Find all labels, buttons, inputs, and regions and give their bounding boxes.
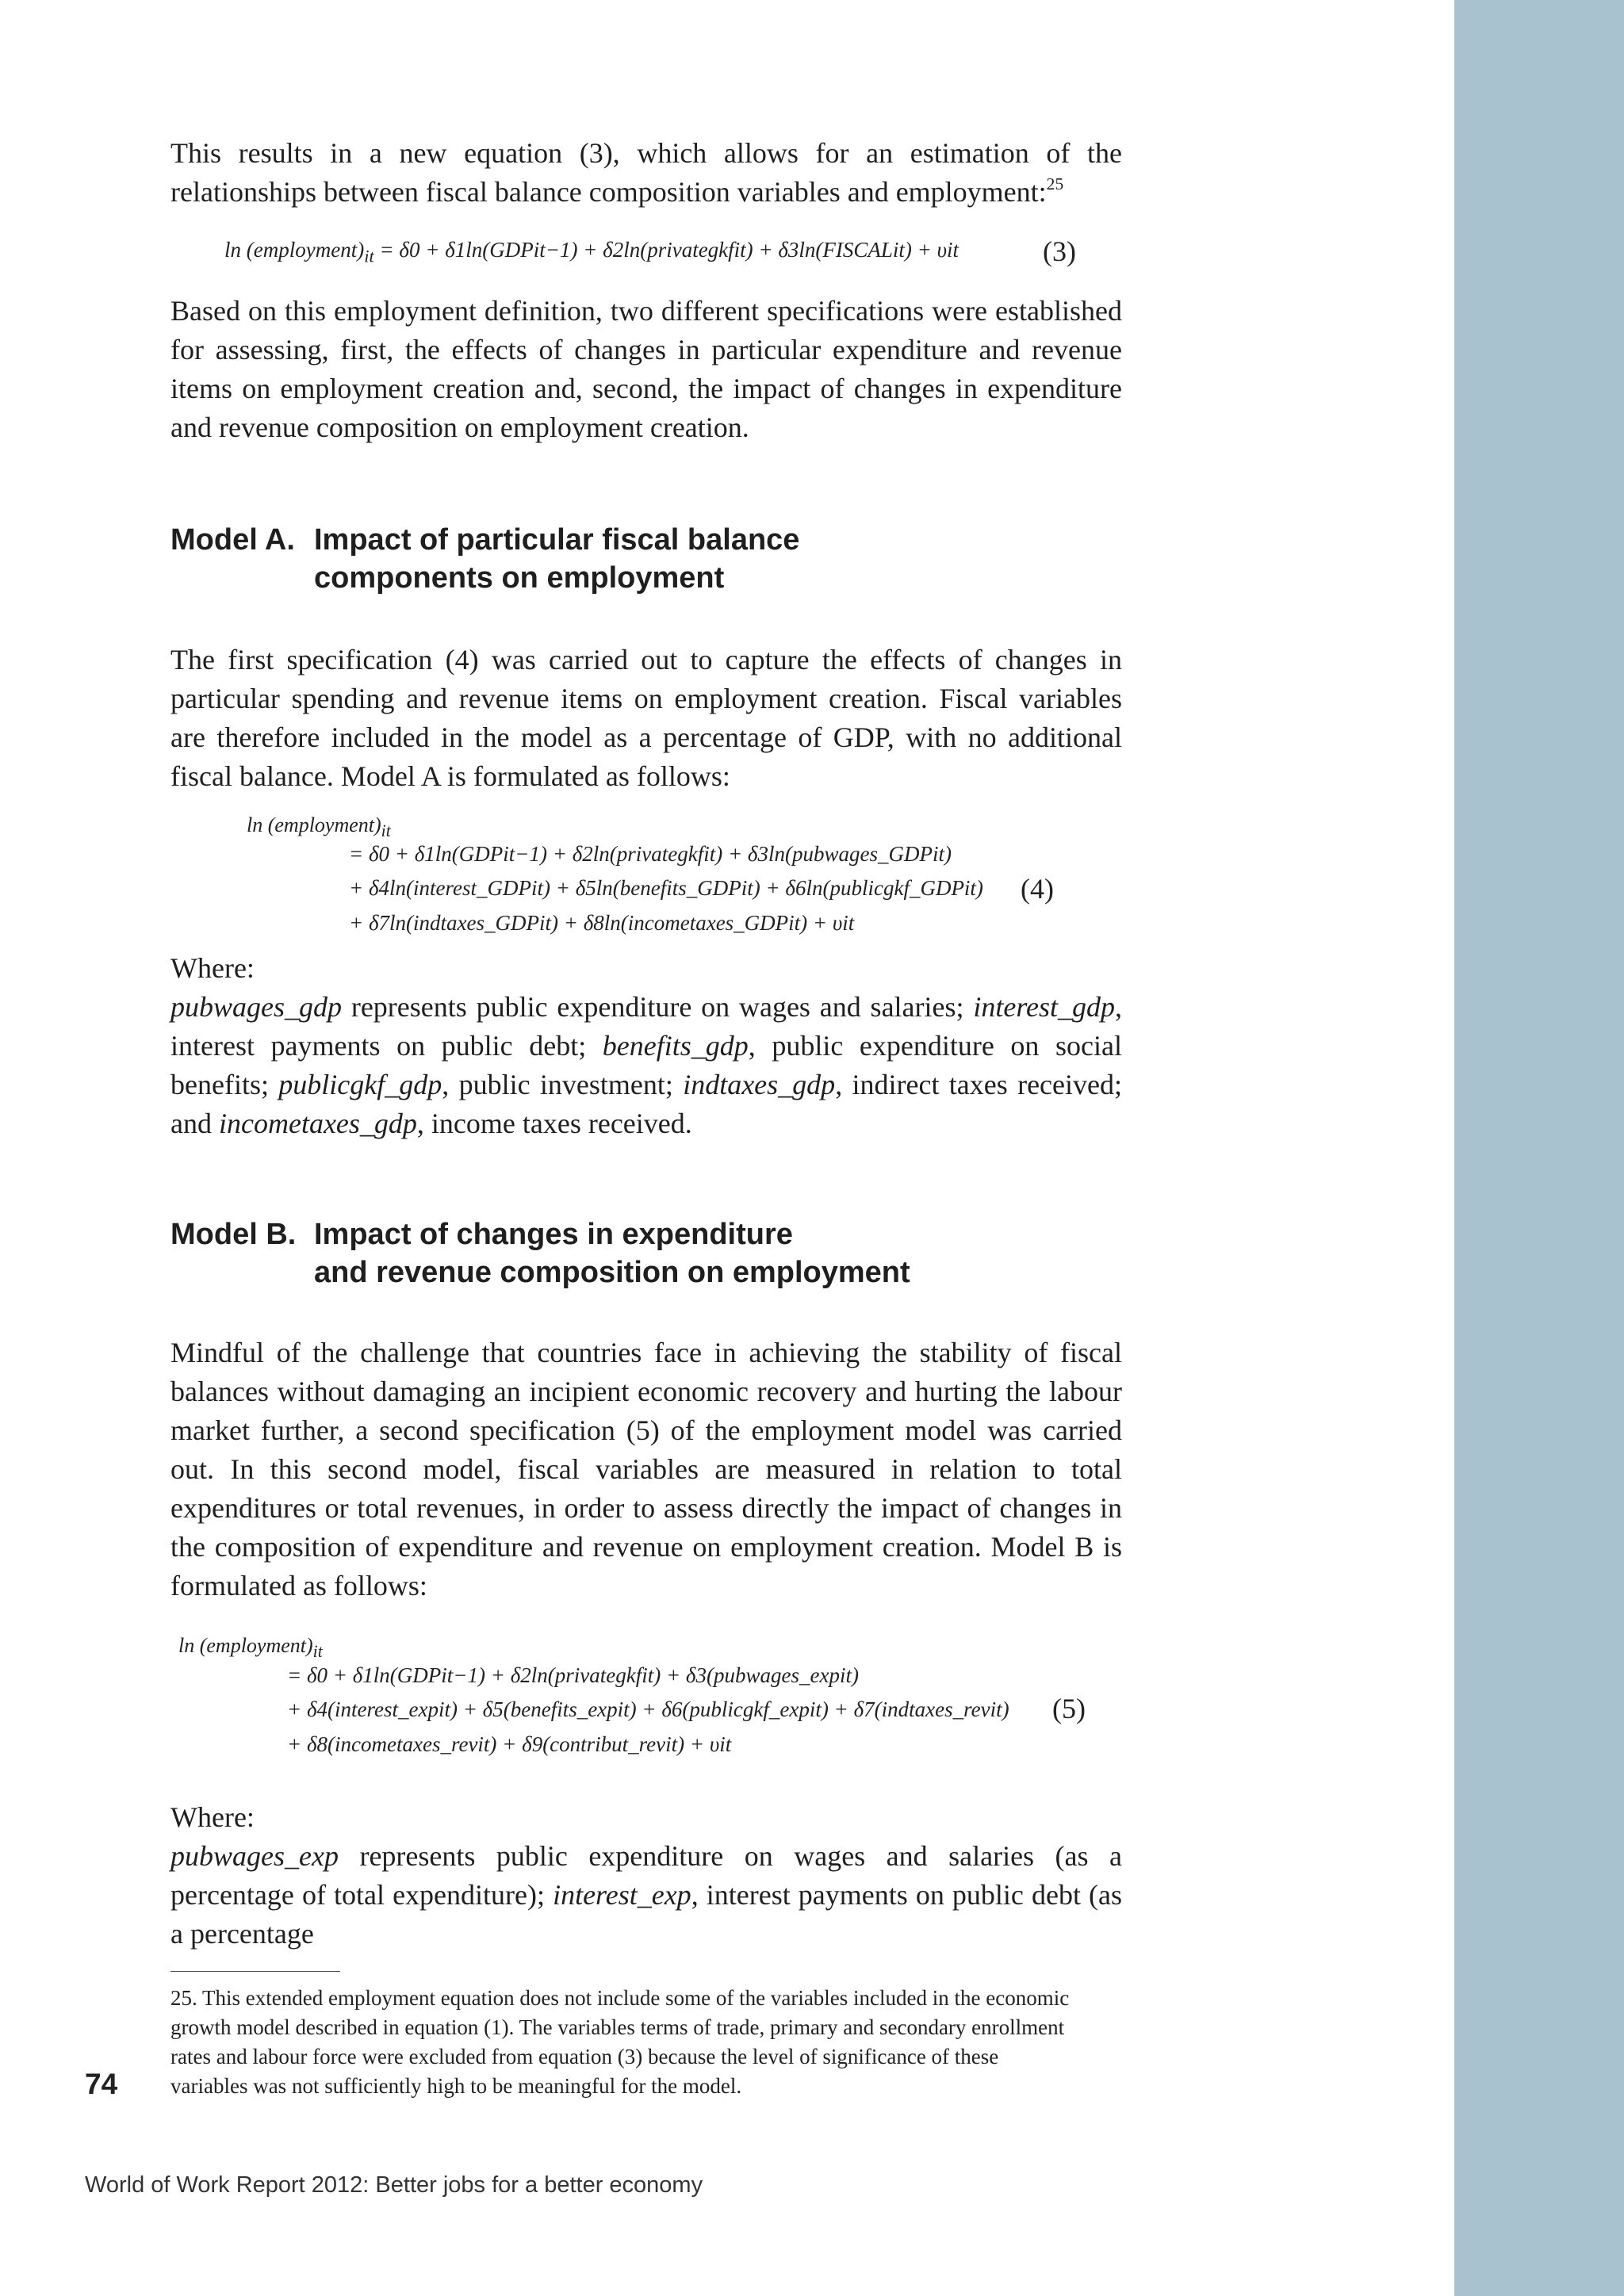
footnote-number: 25. <box>170 1986 197 2010</box>
sidebar-band <box>1454 0 1624 2296</box>
intro-paragraph <box>170 134 1122 212</box>
term-incometaxes-gdp: incometaxes_gdp <box>218 1108 417 1139</box>
spec-text: Based on this employment definition, two different specifications were established for assessing, first, the effects of changes in particular expenditure and revenue items on employment creation and, second, the impact of changes in expenditure and revenue composition on employment creation. <box>170 295 1122 443</box>
model-a-title-line1: Impact of particular fiscal balance <box>314 523 800 557</box>
equation-4-lhs-line <box>247 813 391 841</box>
def-incometaxes-gdp: , income taxes received. <box>416 1108 692 1139</box>
term-indtaxes-gdp: indtaxes_gdp <box>683 1069 836 1100</box>
spec-paragraph <box>170 292 1122 447</box>
footnote-rule <box>170 1971 340 1972</box>
model-b-title-line2: and revenue composition on employment <box>314 1256 910 1289</box>
term-benefits-gdp: benefits_gdp <box>602 1030 749 1062</box>
equation-4-line1: = δ0 + δ1ln(GDPit−1) + δ2ln(privategkfit) + δ3ln(pubwages_GDPit) <box>349 842 952 866</box>
page-number: 74 <box>85 2068 118 2100</box>
equation-3 <box>224 238 959 266</box>
model-a-text: The first specification (4) was carried out to capture the effects of changes in particular spending and revenue items on employment creation. Fiscal variables are therefore included in the model as a percentage of GDP, with no additional fiscal balance. Model A is formulated as follows: <box>170 644 1122 792</box>
footnote-text: This extended employment equation does not include some of the variables included in the economic growth model described in equation (1). The variables terms of trade, primary and secondary enrollment rates and labour force were excluded from equation (3) because the level of significance of these variables was not sufficiently high to be meaningful for the model. <box>170 1986 1070 2098</box>
equation-4-line2: + δ4ln(interest_GDPit) + δ5ln(benefits_GDPit) + δ6ln(publicgkf_GDPit) <box>349 876 983 900</box>
equation-4-number: (4) <box>1021 873 1054 905</box>
model-b-heading <box>170 1215 910 1292</box>
equation-5-line2: + δ4(interest_expit) + δ5(benefits_expit) + δ6(publicgkf_expit) + δ7(indtaxes_revit) <box>287 1697 1009 1721</box>
def-benefits-gdp: , public expenditure on social benefits; <box>170 1030 1122 1100</box>
model-a-prefix: Model A. <box>170 523 295 557</box>
model-b-paragraph <box>170 1334 1122 1605</box>
term-pubwages-exp: pubwages_exp <box>170 1840 339 1872</box>
equation-3-number: (3) <box>1043 235 1076 267</box>
equation-5-lhs: ln (employment) <box>178 1634 313 1657</box>
term-publicgkf-gdp: publicgkf_gdp <box>278 1069 442 1100</box>
equation-5-lhs-line <box>178 1634 323 1662</box>
def-interest-gdp: , interest payments on public debt; <box>170 991 1122 1062</box>
def-pubwages-gdp: represents public expenditure on wages and salaries; <box>342 991 974 1023</box>
running-footer: World of Work Report 2012: Better jobs for a better economy <box>85 2172 703 2198</box>
model-b-where-label: Where: <box>170 1801 255 1833</box>
model-b-text: Mindful of the challenge that countries face in achieving the stability of fiscal balances without damaging an incipient economic recovery and hurting the labour market further, a second specification (5) of the employment model was carried out. In this second model, fiscal variables are measured in relation to total expenditures or total revenues, in order to assess directly the impact of changes in the composition of expenditure and revenue on employment creation. Model B is formulated as follows: <box>170 1337 1122 1601</box>
equation-5-lhs-sub: it <box>312 1642 323 1662</box>
model-b-prefix: Model B. <box>170 1218 297 1251</box>
term-interest-gdp: interest_gdp <box>973 991 1115 1023</box>
model-a-paragraph <box>170 641 1122 796</box>
model-a-heading <box>170 521 799 597</box>
footnote-ref[interactable]: 25 <box>1046 174 1064 193</box>
equation-4-line3: + δ7ln(indtaxes_GDPit) + δ8ln(incometaxes_GDPit) + υit <box>349 911 855 935</box>
term-interest-exp: interest_exp <box>553 1879 691 1911</box>
term-pubwages-gdp: pubwages_gdp <box>170 991 342 1023</box>
def-interest-exp: , interest payments on public debt (as a percentage <box>170 1879 1122 1950</box>
equation-5-line1: = δ0 + δ1ln(GDPit−1) + δ2ln(privategkfit) + δ3(pubwages_expit) <box>287 1663 859 1687</box>
model-a-title-line2: components on employment <box>314 561 725 595</box>
equation-5-line3: + δ8(incometaxes_revit) + δ9(contribut_revit) + υit <box>287 1732 732 1756</box>
def-pubwages-exp: represents public expenditure on wages and salaries (as a percentage of total expenditure); <box>170 1840 1122 1911</box>
equation-4-lhs-sub: it <box>381 821 391 841</box>
equation-4-lhs: ln (employment) <box>247 813 381 836</box>
model-b-where-text <box>170 1837 1122 1954</box>
footnote-25 <box>170 1984 1074 2101</box>
equation-5-number: (5) <box>1052 1693 1086 1724</box>
def-indtaxes-gdp: , indirect taxes received; and <box>170 1069 1122 1139</box>
equation-3-lhs-sub: it <box>364 246 374 266</box>
model-a-where-text <box>170 988 1122 1143</box>
model-b-title-line1: Impact of changes in expenditure <box>314 1218 793 1251</box>
model-a-where-label: Where: <box>170 952 255 984</box>
equation-3-rhs: = δ0 + δ1ln(GDPit−1) + δ2ln(privategkfit) + δ3ln(FISCALit) + υit <box>379 238 959 262</box>
intro-text: This results in a new equation (3), which allows for an estimation of the relationships between fiscal balance composition variables and employment: <box>170 137 1122 208</box>
def-publicgkf-gdp: , public investment; <box>442 1069 684 1100</box>
equation-3-lhs: ln (employment) <box>224 238 365 262</box>
